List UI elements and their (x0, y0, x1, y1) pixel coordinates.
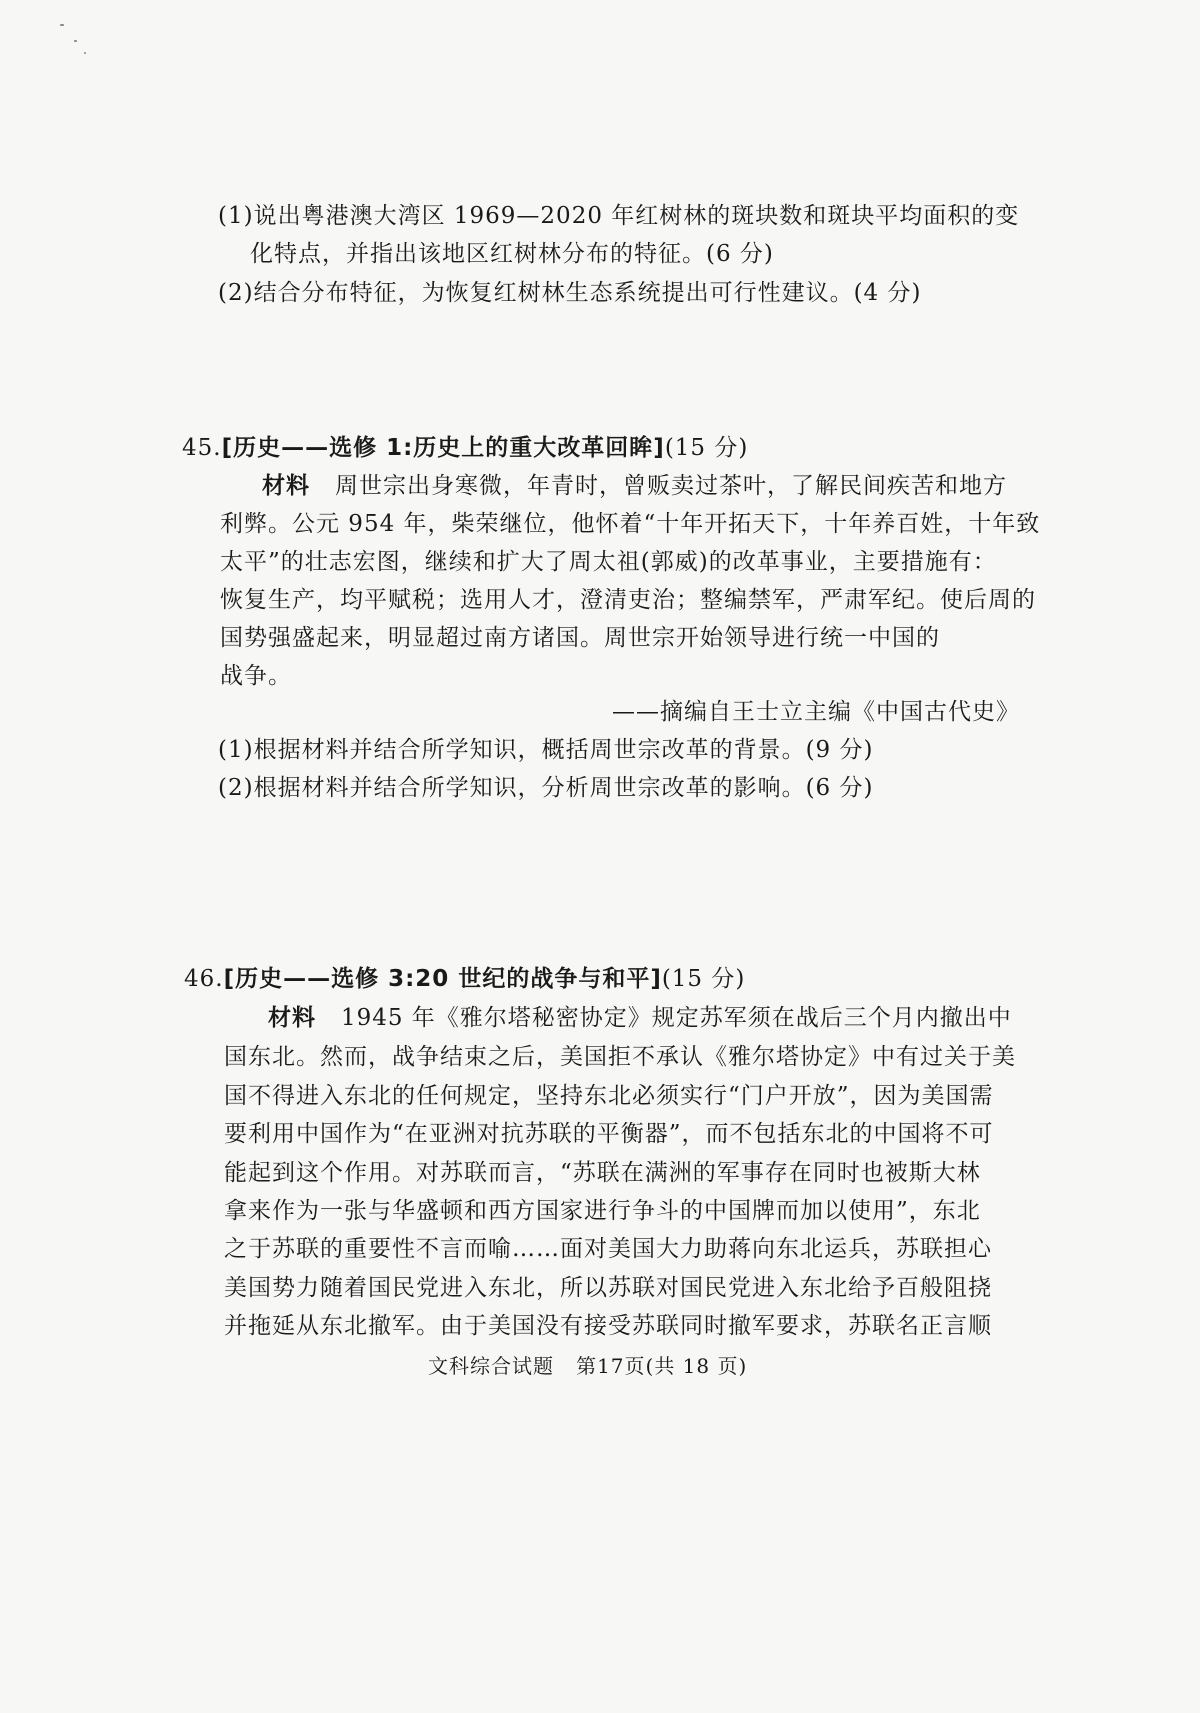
q44-sub2: (2)结合分布特征，为恢复红树林生态系统提出可行性建议。(4 分) (218, 280, 922, 306)
scan-speck (74, 40, 77, 42)
q45-material-text: 恢复生产，均平赋税；选用人才，澄清吏治；整编禁军，严肃军纪。使后周的 (220, 587, 1036, 613)
q46-material-text: 国东北。然而，战争结束之后，美国拒不承认《雅尔塔协定》中有过关于美 (224, 1044, 1016, 1070)
q45-material-text: 国势强盛起来，明显超过南方诸国。周世宗开始领导进行统一中国的 (220, 625, 940, 651)
q44-sub1-line2: 化特点，并指出该地区红树林分布的特征。(6 分) (250, 241, 774, 267)
q46-material-text: 拿来作为一张与华盛顿和西方国家进行争斗的中国牌而加以使用”，东北 (224, 1198, 981, 1224)
q46-material-text: 美国势力随着国民党进入东北，所以苏联对国民党进入东北给予百般阻挠 (224, 1275, 992, 1301)
q46-material-text: 之于苏联的重要性不言而喻……面对美国大力助蒋向东北运兵，苏联担心 (224, 1236, 992, 1262)
q45-material-label: 材料 (262, 473, 310, 499)
q46-material-line (268, 1002, 1012, 1034)
q45-material-line (262, 470, 1007, 502)
scan-speck (84, 52, 86, 54)
q45-material-text: 战争。 (220, 663, 292, 689)
q45-sub1: (1)根据材料并结合所学知识，概括周世宗改革的背景。(9 分) (218, 737, 874, 763)
q45-score: (15 分) (664, 435, 749, 461)
q46-score: (15 分) (661, 966, 746, 992)
q46-material-text: 1945 年《雅尔塔秘密协定》规定苏军须在战后三个月内撤出中 (340, 1005, 1012, 1031)
q44-sub1-line1: (1)说出粤港澳大湾区 1969—2020 年红树林的斑块数和斑块平均面积的变 (218, 203, 1020, 229)
q46-material-text: 国不得进入东北的任何规定，坚持东北必须实行“门户开放”，因为美国需 (224, 1083, 994, 1109)
q46-heading: [历史——选修 3:20 世纪的战争与和平] (223, 966, 662, 992)
q45-heading: [历史——选修 1:历史上的重大改革回眸] (221, 435, 665, 461)
q46-number: 46. (184, 966, 224, 992)
footer-page-number: 第17页(共 18 页) (576, 1354, 748, 1378)
scan-speck (60, 24, 64, 26)
q45-source: ——摘编自王士立主编《中国古代史》 (612, 699, 1020, 725)
q46-material-label: 材料 (268, 1005, 316, 1031)
q45-heading-line (182, 432, 748, 464)
q46-material-text: 并拖延从东北撤军。由于美国没有接受苏联同时撤军要求，苏联名正言顺 (224, 1313, 992, 1339)
q45-material-text: 太平”的壮志宏图，继续和扩大了周太祖(郭威)的改革事业，主要措施有： (220, 549, 997, 575)
page-footer (428, 1352, 747, 1380)
q45-number: 45. (182, 435, 222, 461)
q45-material-text: 利弊。公元 954 年，柴荣继位，他怀着“十年开拓天下，十年养百姓，十年致 (220, 511, 1041, 537)
q46-material-text: 要利用中国作为“在亚洲对抗苏联的平衡器”，而不包括东北的中国将不可 (224, 1121, 994, 1147)
q45-sub2: (2)根据材料并结合所学知识，分析周世宗改革的影响。(6 分) (218, 775, 874, 801)
footer-subject: 文科综合试题 (428, 1354, 554, 1378)
q45-material-text: 周世宗出身寒微，年青时，曾贩卖过茶叶，了解民间疾苦和地方 (334, 473, 1007, 499)
q46-material-text: 能起到这个作用。对苏联而言，“苏联在满洲的军事存在同时也被斯大林 (224, 1160, 981, 1186)
q46-heading-line (184, 963, 745, 995)
